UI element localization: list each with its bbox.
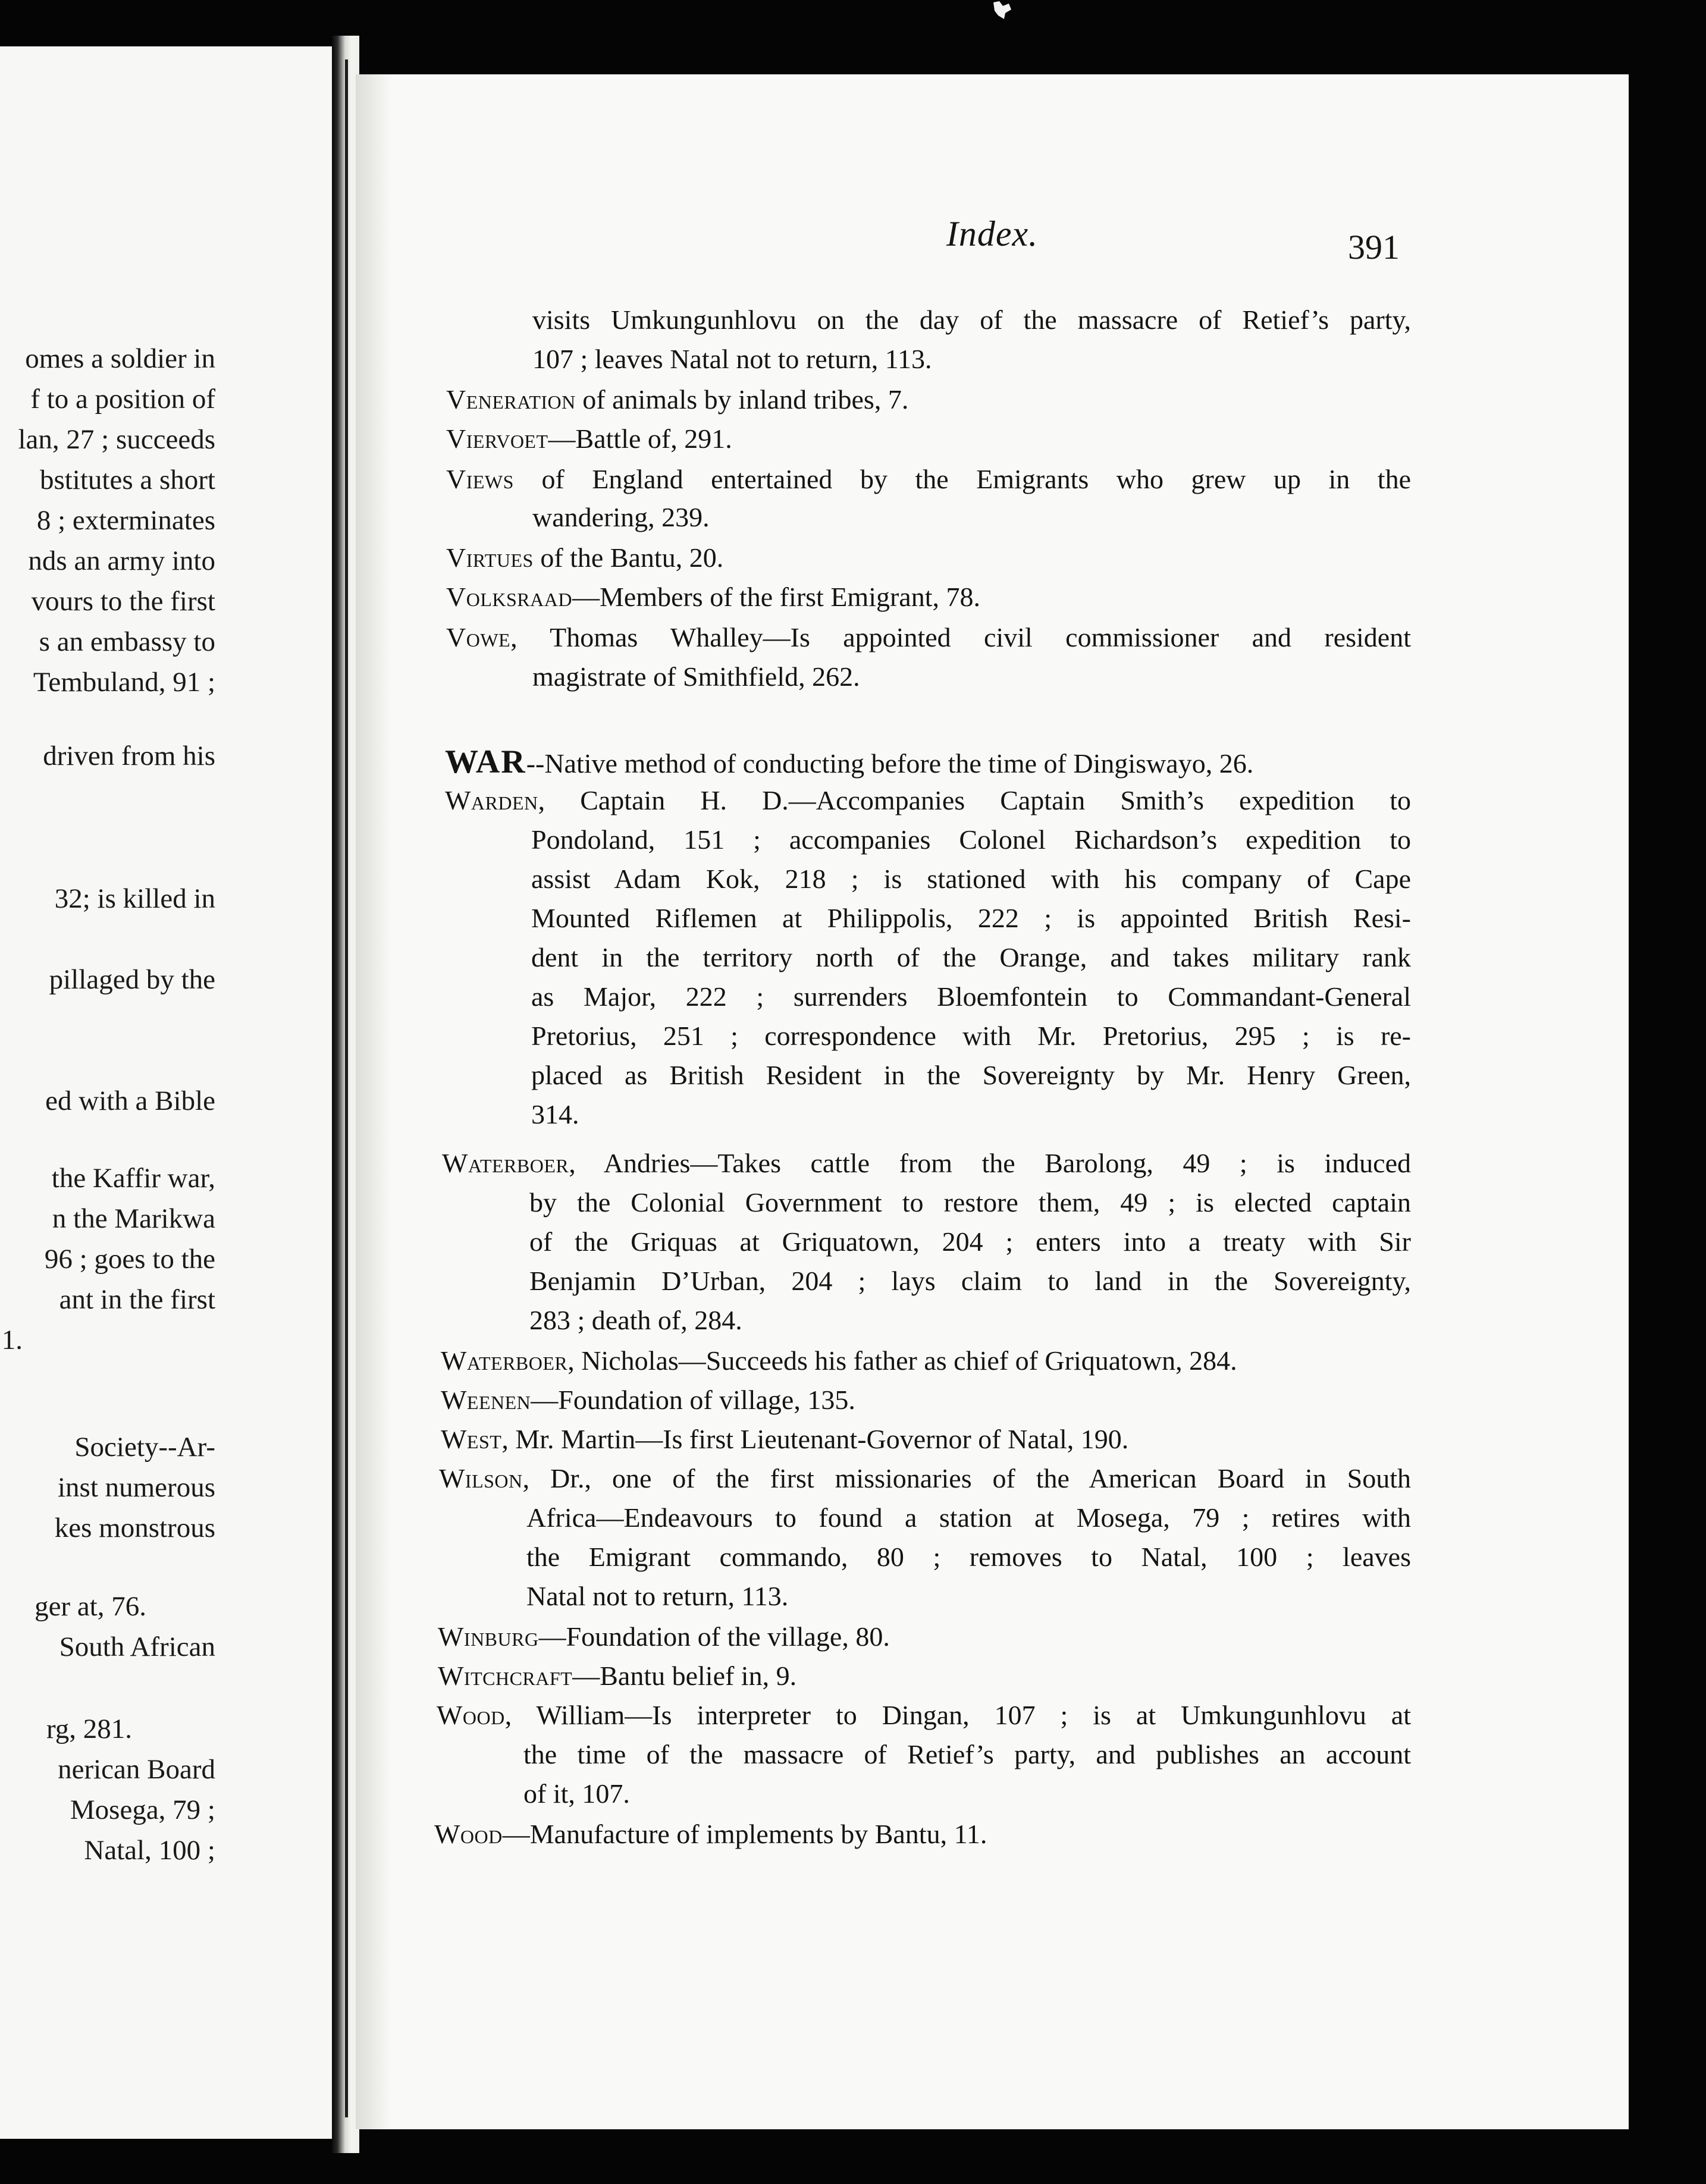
index-entry — [438, 1662, 796, 1690]
entry-text: —Bantu belief in, 9. — [572, 1661, 797, 1691]
index-entry — [434, 1821, 987, 1848]
left-line-9: Tembuland, 91 ; — [33, 667, 215, 698]
entry-line: Pondoland, 151 ; accompanies Colonel Richardson’s expedition to — [531, 824, 1411, 855]
entry-text: , William—Is interpreter to Dingan, 107 ; is at Umkungunhlovu at — [504, 1700, 1411, 1730]
entry-line: wandering, 239. — [532, 502, 710, 532]
index-entry — [442, 1150, 1411, 1177]
left-line-25: nerican Board — [58, 1754, 215, 1785]
page-shadow — [356, 74, 391, 2129]
entry-text: , Captain H. D.—Accompanies Captain Smith’s expedition to — [538, 785, 1411, 815]
entry-heading: Waterboer — [442, 1148, 569, 1178]
entry-line: dent in the territory north of the Orange, and takes military rank — [531, 942, 1411, 972]
entry-text: of animals by inland tribes, 7. — [575, 384, 909, 415]
entry-line: Pretorius, 251 ; correspondence with Mr. Pretorius, 295 ; is re- — [531, 1021, 1411, 1051]
entry-heading: Vowe — [446, 622, 511, 652]
page-title: Index. — [946, 214, 1039, 253]
left-line-8: s an embassy to — [39, 626, 215, 657]
entry-line: by the Colonial Government to restore them, 49 ; is elected captain — [529, 1187, 1411, 1217]
entry-text: , Mr. Martin—Is first Lieutenant-Governor of Natal, 190. — [501, 1424, 1129, 1454]
entry-line: visits Umkungunhlovu on the day of the massacre of Retief’s party, — [532, 305, 1411, 335]
left-line-24: rg, 281. — [46, 1714, 132, 1744]
index-entry — [446, 425, 732, 453]
entry-line: the time of the massacre of Retief’s party, and publishes an account — [523, 1739, 1411, 1769]
entry-heading: Virtues — [446, 542, 534, 573]
index-entry — [441, 1386, 855, 1414]
left-line-19: Society--Ar- — [74, 1432, 215, 1463]
left-page-fragment — [0, 46, 332, 2139]
index-entry — [437, 1702, 1411, 1729]
left-line-10: driven from his — [43, 740, 215, 771]
entry-line: 314. — [531, 1099, 579, 1129]
entry-heading: Weenen — [441, 1385, 531, 1415]
entry-heading: Wilson — [439, 1463, 523, 1493]
index-entry — [446, 466, 1411, 493]
entry-line: placed as British Resident in the Sovereignty by Mr. Henry Green, — [531, 1060, 1411, 1090]
left-line-17: ant in the first — [59, 1284, 215, 1315]
left-line-16: 96 ; goes to the — [44, 1244, 215, 1275]
entry-text: , Andries—Takes cattle from the Barolong, 49 ; is induced — [569, 1148, 1411, 1178]
entry-heading: Winburg — [438, 1621, 539, 1652]
entry-heading: Views — [446, 464, 514, 494]
entry-text: of the Bantu, 20. — [533, 542, 724, 573]
left-line-13: ed with a Bible — [45, 1085, 215, 1116]
index-entry — [438, 1623, 890, 1650]
entry-text: —Members of the first Emigrant, 78. — [572, 582, 980, 612]
entry-line: assist Adam Kok, 218 ; is stationed with his company of Cape — [531, 864, 1411, 894]
entry-line: of it, 107. — [523, 1778, 630, 1809]
entry-text: —Battle of, 291. — [548, 423, 732, 454]
entry-heading: West — [441, 1424, 502, 1454]
left-line-15: n the Marikwa — [52, 1203, 215, 1234]
left-line-4: bstitutes a short — [39, 465, 215, 495]
left-line-11: 32; is killed in — [54, 883, 215, 914]
index-entry — [445, 745, 1253, 779]
left-line-27: Natal, 100 ; — [84, 1835, 215, 1866]
entry-line: 107 ; leaves Natal not to return, 113. — [532, 344, 932, 374]
left-line-6: nds an army into — [28, 545, 215, 576]
page-edge-line — [345, 59, 348, 2117]
entry-text: —Manufacture of implements by Bantu, 11. — [502, 1819, 987, 1849]
left-line-1: omes a soldier in — [25, 343, 215, 374]
left-line-12: pillaged by the — [49, 964, 215, 995]
entry-heading: Witchcraft — [438, 1661, 573, 1691]
entry-line: Africa—Endeavours to found a station at Mosega, 79 ; retires with — [526, 1502, 1411, 1533]
entry-heading: Volksraad — [446, 582, 572, 612]
entry-heading: Warden — [445, 785, 538, 815]
left-line-21: kes monstrous — [54, 1513, 215, 1543]
entry-line: 283 ; death of, 284. — [529, 1305, 742, 1335]
entry-line: magistrate of Smithfield, 262. — [532, 661, 860, 692]
index-entry — [441, 1426, 1128, 1453]
entry-heading: WAR — [445, 743, 526, 780]
index-entry — [446, 624, 1411, 651]
entry-heading: Viervoet — [446, 423, 548, 454]
entry-heading: Wood — [437, 1700, 505, 1730]
ink-speck-icon — [991, 0, 1015, 21]
index-entry — [446, 544, 723, 572]
left-line-26: Mosega, 79 ; — [70, 1794, 215, 1825]
left-line-5: 8 ; exterminates — [36, 505, 215, 536]
left-line-23: South African — [59, 1631, 215, 1662]
entry-heading: Wood — [434, 1819, 503, 1849]
entry-text: , Nicholas—Succeeds his father as chief of Griquatown, 284. — [567, 1345, 1237, 1376]
left-line-22: ger at, 76. — [35, 1591, 146, 1622]
page-number: 391 — [1348, 228, 1400, 266]
index-entry — [446, 583, 980, 611]
entry-heading: Veneration — [446, 384, 576, 415]
entry-text: --Native method of conducting before the time of Dingiswayo, 26. — [526, 748, 1254, 779]
left-line-2: f to a position of — [30, 384, 215, 415]
entry-line: Mounted Riflemen at Philippolis, 222 ; is appointed British Resi- — [531, 903, 1411, 933]
index-entry — [441, 1347, 1237, 1375]
index-entry — [446, 386, 908, 413]
entry-text: of England entertained by the Emigrants who grew up in the — [513, 464, 1411, 494]
entry-text: , Thomas Whalley—Is appointed civil commissioner and resident — [510, 622, 1411, 652]
entry-line: of the Griquas at Griquatown, 204 ; enters into a treaty with Sir — [529, 1226, 1411, 1257]
entry-line: Benjamin D’Urban, 204 ; lays claim to land in the Sovereignty, — [529, 1266, 1411, 1296]
index-entry — [439, 1465, 1411, 1492]
entry-line: as Major, 222 ; surrenders Bloemfontein to Commandant-General — [531, 981, 1411, 1012]
left-line-20: inst numerous — [57, 1472, 215, 1503]
left-line-18: 1. — [1, 1325, 23, 1355]
left-line-7: vours to the first — [31, 586, 215, 617]
index-page — [356, 74, 1629, 2129]
left-line-3: lan, 27 ; succeeds — [18, 424, 215, 455]
entry-text: , Dr., one of the first missionaries of the American Board in South — [522, 1463, 1411, 1493]
entry-text: —Foundation of village, 135. — [531, 1385, 855, 1415]
entry-heading: Waterboer — [441, 1345, 568, 1376]
left-line-14: the Kaffir war, — [51, 1163, 215, 1194]
entry-text: —Foundation of the village, 80. — [538, 1621, 890, 1652]
entry-line: Natal not to return, 113. — [526, 1581, 789, 1611]
index-entry — [445, 787, 1411, 814]
entry-line: the Emigrant commando, 80 ; removes to Natal, 100 ; leaves — [526, 1542, 1411, 1572]
